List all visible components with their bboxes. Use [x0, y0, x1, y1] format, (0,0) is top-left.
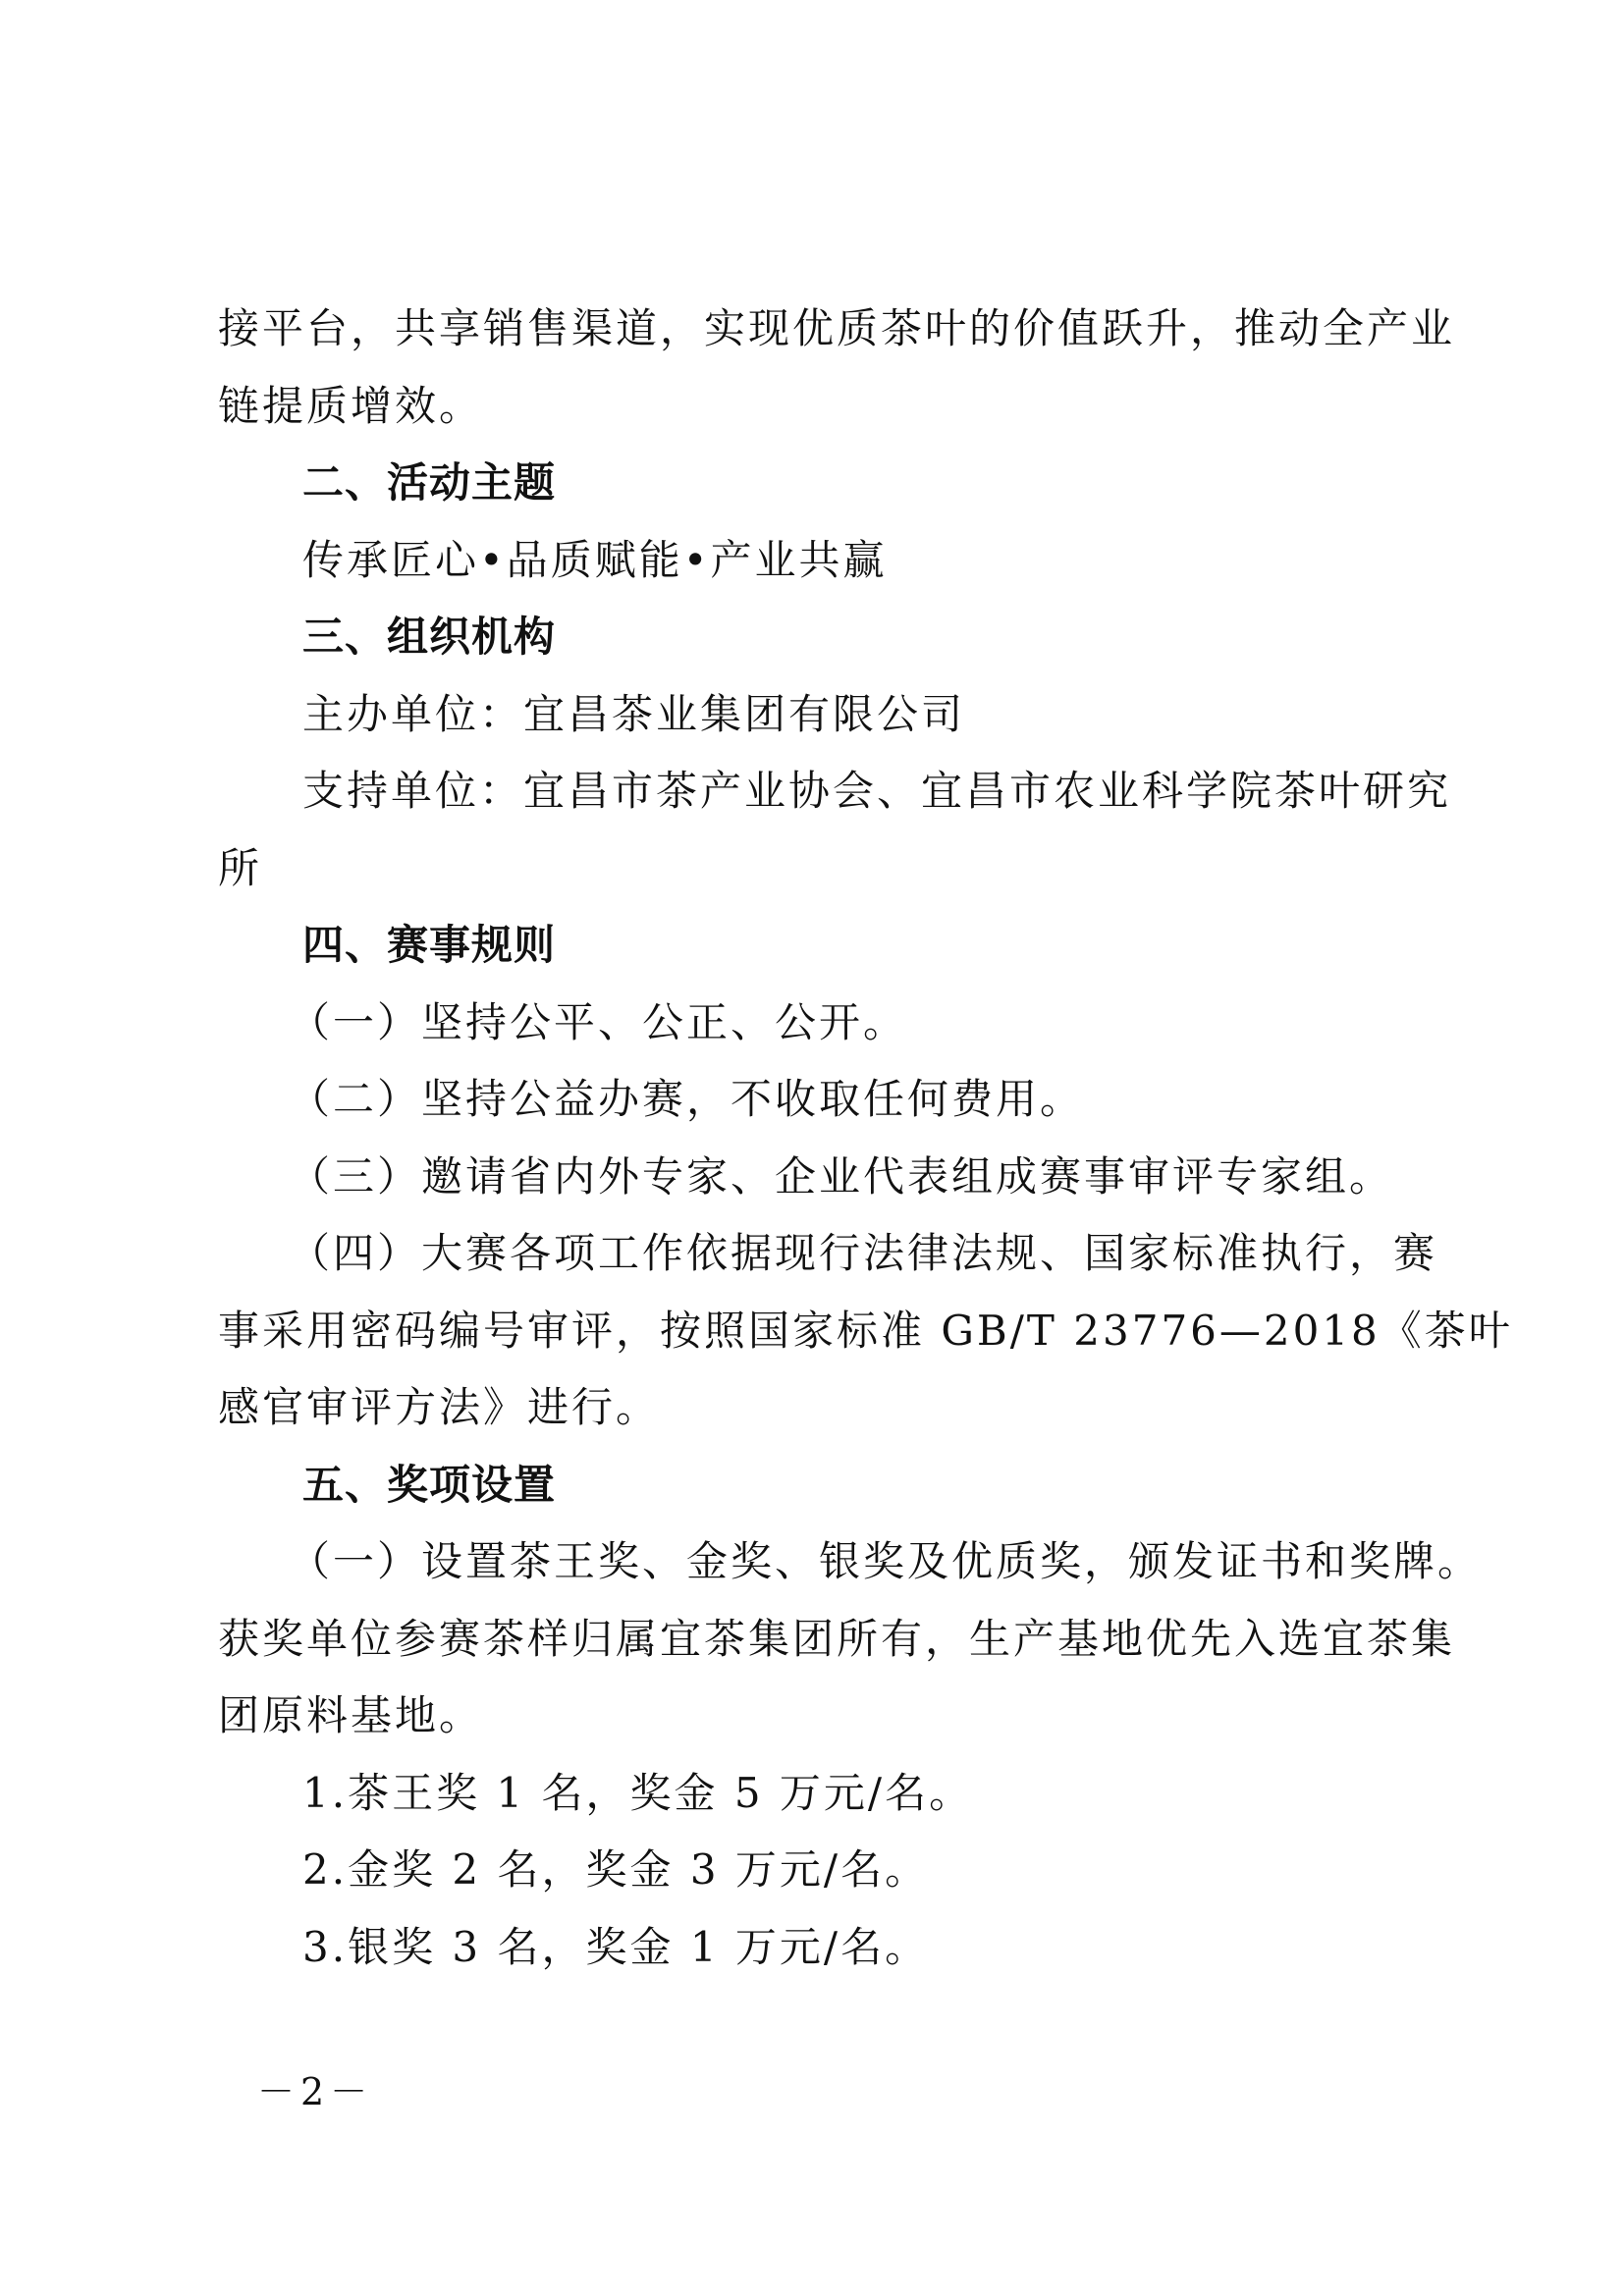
award-list-item: 3.银奖 3 名，奖金 1 万元/名。: [302, 1922, 930, 1971]
section-heading: 五、奖项设置: [302, 1460, 557, 1509]
rule-item: （三）邀请省内外专家、企业代表组成赛事审评专家组。: [289, 1151, 1394, 1201]
body-line: 感官审评方法》进行。: [218, 1383, 661, 1431]
document-body: [218, 291, 1513, 1986]
award-list-item: 1.茶王奖 1 名，奖金 5 万元/名。: [302, 1768, 974, 1817]
rule-item: （一）坚持公平、公正、公开。: [289, 997, 908, 1046]
supporter-line: 支持单位：宜昌市茶产业协会、宜昌市农业科学院茶叶研究: [302, 767, 1452, 815]
section-heading: 四、赛事规则: [302, 921, 557, 969]
page-number: －2－: [257, 2070, 374, 2113]
body-line: 事采用密码编号审评，按照国家标准 GB/T 23776—2018《茶叶: [218, 1306, 1513, 1355]
rule-item: （二）坚持公益办赛，不收取任何费用。: [289, 1075, 1085, 1123]
section-heading: 二、活动主题: [302, 458, 557, 507]
body-line: 接平台，共享销售渠道，实现优质茶叶的价值跃升，推动全产业: [218, 304, 1456, 352]
award-item: （一）设置茶王奖、金奖、银奖及优质奖，颁发证书和奖牌。: [289, 1537, 1483, 1585]
rule-item: （四）大赛各项工作依据现行法律法规、国家标准执行，赛: [289, 1229, 1438, 1277]
body-line: 获奖单位参赛茶样归属宜茶集团所有，生产基地优先入选宜茶集: [218, 1614, 1456, 1663]
award-list-item: 2.金奖 2 名，奖金 3 万元/名。: [302, 1845, 930, 1894]
body-line: 所: [218, 843, 263, 892]
section-heading: 三、组织机构: [302, 613, 557, 661]
body-line: 链提质增效。: [218, 381, 484, 430]
theme-line: 传承匠心•品质赋能•产业共赢: [302, 535, 888, 584]
organizer-line: 主办单位：宜昌茶业集团有限公司: [302, 689, 966, 738]
body-line: 团原料基地。: [218, 1691, 484, 1739]
